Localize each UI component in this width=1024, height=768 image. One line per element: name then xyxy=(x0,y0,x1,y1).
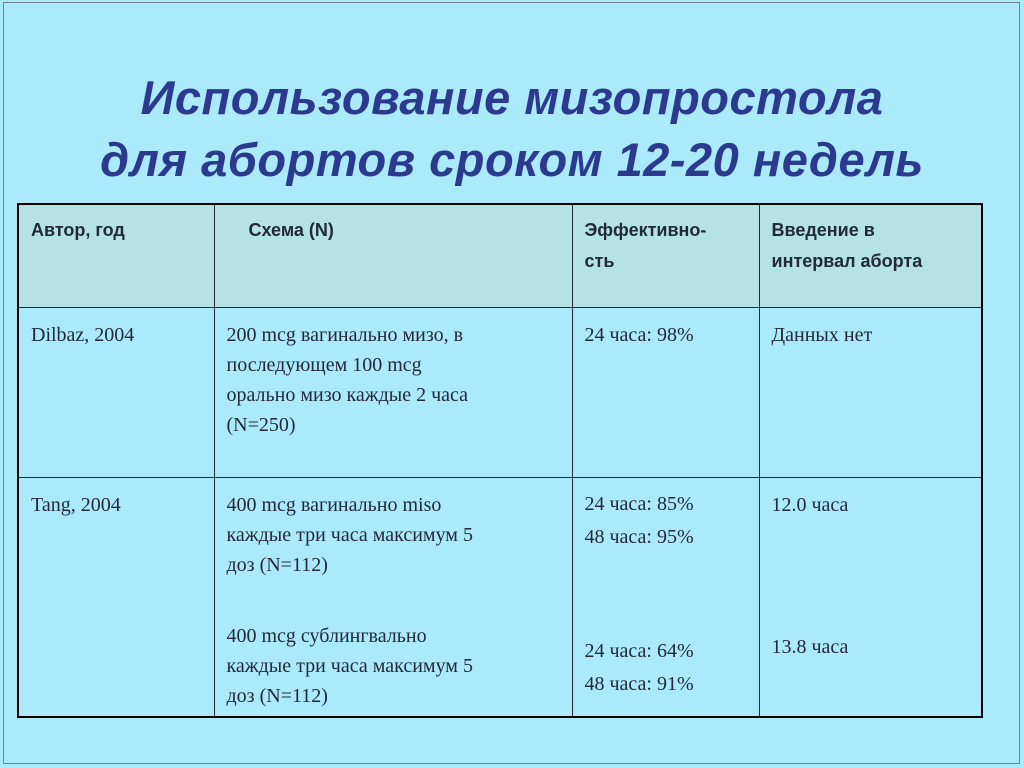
cell-scheme xyxy=(214,307,572,477)
scheme-line: доз (N=112) xyxy=(226,553,328,576)
cell-effectiveness xyxy=(572,307,759,477)
scheme-line: (N=250) xyxy=(226,413,296,436)
effectiveness-value: 48 часа: 91% xyxy=(584,672,694,695)
table-row xyxy=(18,477,982,717)
interval-value: 12.0 часа xyxy=(771,493,849,516)
scheme-line: каждые три часа максимум 5 xyxy=(226,523,473,546)
header-interval-line-1: Введение в xyxy=(771,220,875,240)
scheme-line: каждые три часа максимум 5 xyxy=(226,654,473,677)
interval-value: 13.8 часа xyxy=(771,635,849,658)
scheme-line: 400 mcg вагинально miso xyxy=(226,493,442,516)
header-effectiveness xyxy=(572,204,759,307)
effectiveness-value: 48 часа: 95% xyxy=(584,525,694,548)
header-effectiveness-line-2: сть xyxy=(584,251,615,271)
header-scheme: Схема (N) xyxy=(214,204,572,307)
regimen-vaginal-scheme xyxy=(227,490,562,580)
regimen-sublingual-scheme xyxy=(227,621,562,711)
cell-author: Tang, 2004 xyxy=(18,477,214,717)
misoprostol-table xyxy=(17,203,983,718)
table-row xyxy=(18,307,982,477)
header-interval xyxy=(759,204,982,307)
header-author: Автор, год xyxy=(18,204,214,307)
cell-scheme xyxy=(214,477,572,717)
scheme-line: 400 mcg сублингвально xyxy=(226,624,427,647)
cell-author: Dilbaz, 2004 xyxy=(18,307,214,477)
effectiveness-value: 24 часа: 64% xyxy=(584,639,694,662)
header-effectiveness-line-1: Эффективно- xyxy=(584,220,707,240)
cell-effectiveness xyxy=(572,477,759,717)
table-header-row xyxy=(18,204,982,307)
scheme-line: доз (N=112) xyxy=(226,684,328,707)
slide-title-line-1: Использование мизопростола xyxy=(140,71,884,125)
scheme-line: 200 mcg вагинально мизо, в xyxy=(226,323,464,346)
scheme-line: последующем 100 mcg xyxy=(226,353,422,376)
scheme-line: орально мизо каждые 2 часа xyxy=(226,383,469,406)
cell-interval: Данных нет xyxy=(759,307,982,477)
slide-title xyxy=(0,67,1024,191)
header-interval-line-2: интервал аборта xyxy=(771,251,923,271)
cell-interval xyxy=(759,477,982,717)
effectiveness-value: 24 часа: 98% xyxy=(584,323,694,346)
slide-title-line-2: для абортов сроком 12-20 недель xyxy=(100,133,924,187)
effectiveness-value: 24 часа: 85% xyxy=(584,492,694,515)
